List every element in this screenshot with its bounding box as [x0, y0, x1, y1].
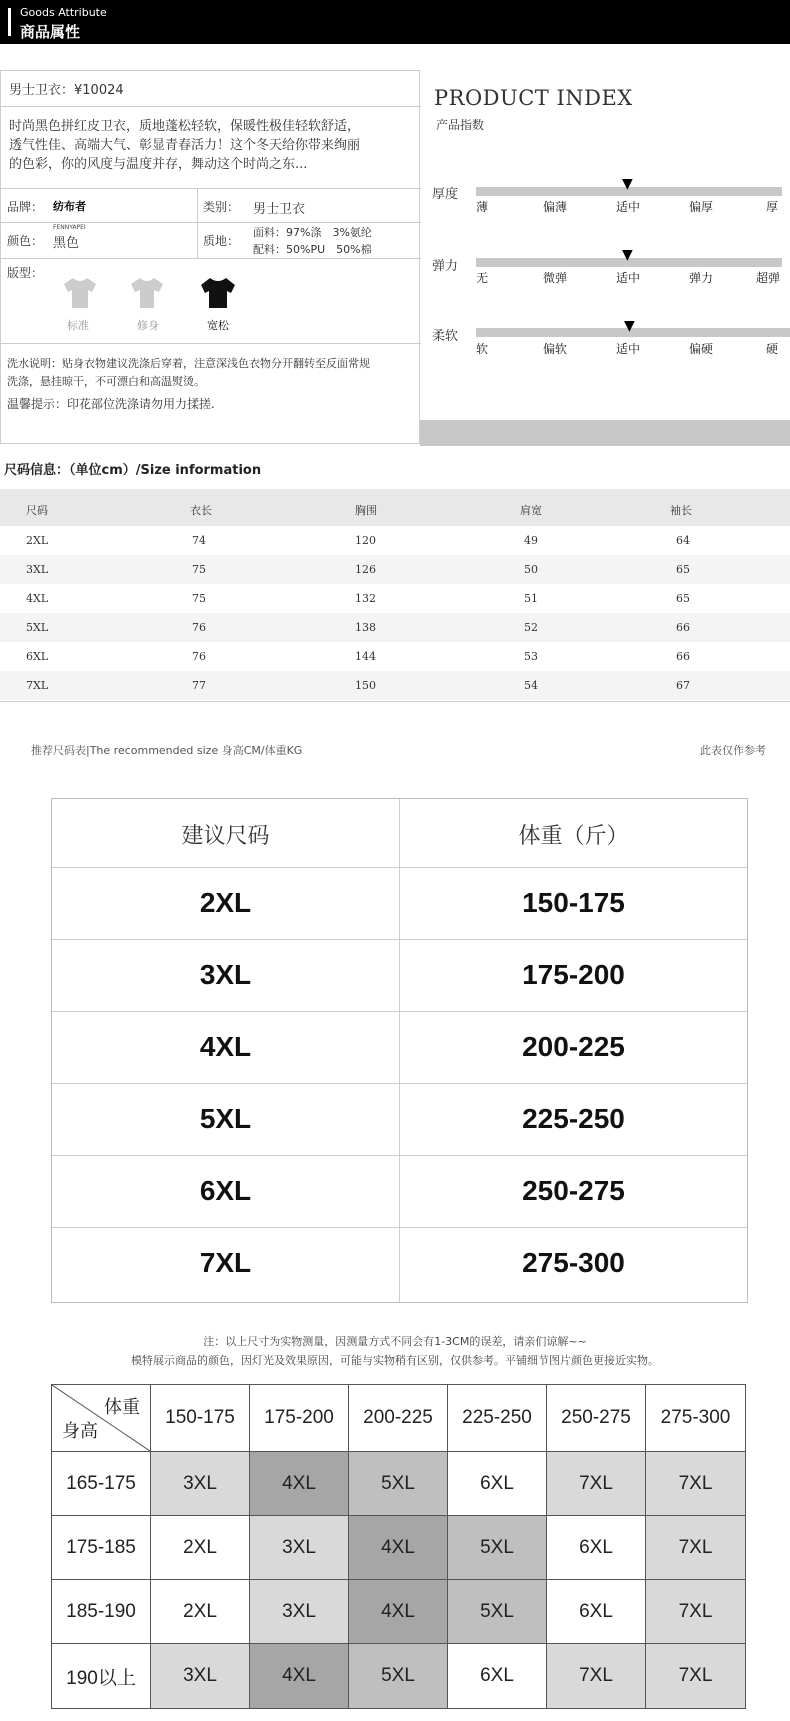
table-cell: 7XL	[199, 1247, 252, 1278]
table-row	[0, 613, 790, 642]
table-cell: 53	[524, 650, 538, 663]
product-index-title: PRODUCT INDEX	[434, 86, 633, 110]
matrix-cell: 5XL	[349, 1452, 448, 1516]
table-cell: 275-300	[522, 1247, 625, 1278]
index-tick: 弹力	[689, 271, 714, 285]
size-info-header: 尺码	[26, 504, 48, 517]
section-header	[0, 0, 790, 44]
matrix-weight-header: 250-275	[547, 1385, 646, 1452]
table-cell: 126	[355, 563, 376, 576]
table-row	[52, 939, 747, 1012]
index-footer-band	[420, 420, 790, 446]
size-info-header: 胸围	[355, 504, 377, 517]
corner-height-label: 身高	[62, 1421, 98, 1441]
matrix-weight-header: 175-200	[250, 1385, 349, 1452]
tshirt-loose-icon	[199, 275, 237, 311]
table-cell: 76	[192, 650, 206, 663]
table-cell: 144	[355, 650, 376, 663]
table-row	[0, 671, 790, 700]
index-tick: 厚	[766, 200, 779, 214]
index-tick: 微弹	[543, 271, 568, 285]
table-cell: 4XL	[26, 592, 49, 605]
index-label: 厚度	[432, 187, 459, 202]
matrix-cell: 3XL	[151, 1644, 250, 1708]
size-matrix	[51, 1384, 746, 1709]
matrix-cell: 7XL	[646, 1516, 745, 1580]
matrix-height-header: 165-175	[52, 1452, 151, 1516]
matrix-cell: 6XL	[448, 1452, 547, 1516]
matrix-cell: 7XL	[547, 1644, 646, 1708]
category-label: 类别：	[203, 200, 240, 214]
table-cell: 120	[355, 534, 376, 547]
table-cell: 150	[355, 679, 376, 692]
header-title-en: Goods Attribute	[20, 6, 107, 19]
fit-slim: 修身	[137, 319, 159, 332]
matrix-cell: 7XL	[646, 1580, 745, 1644]
matrix-cell: 6XL	[547, 1516, 646, 1580]
table-cell: 76	[192, 621, 206, 634]
table-cell: 75	[192, 592, 206, 605]
matrix-cell: 2XL	[151, 1516, 250, 1580]
color-note: 模特展示商品的颜色，因灯光及效果原因，可能与实物稍有区别，仅供参考。平铺细节图片颜色更接近实物。	[131, 1354, 659, 1367]
index-tick: 软	[476, 342, 489, 356]
index-tick: 偏厚	[689, 200, 714, 214]
table-cell: 77	[192, 679, 206, 692]
table-row	[0, 555, 790, 584]
index-tick: 偏软	[543, 342, 568, 356]
table-cell: 49	[524, 534, 538, 547]
fit-label: 版型：	[7, 266, 44, 280]
table-cell: 64	[676, 534, 690, 547]
matrix-weight-header: 150-175	[151, 1385, 250, 1452]
brand-label: 品牌：	[7, 200, 44, 214]
table-cell: 50	[524, 563, 538, 576]
size-info-header: 衣长	[190, 504, 212, 517]
matrix-cell: 4XL	[250, 1644, 349, 1708]
index-marker-icon: ▼	[622, 176, 633, 192]
size-info-table	[0, 489, 790, 702]
tshirt-standard-icon	[61, 275, 99, 311]
index-tick: 偏硬	[689, 342, 714, 356]
material-line-2: 配料：50%PU 50%棉	[253, 243, 372, 256]
table-row	[52, 1155, 747, 1228]
matrix-cell: 4XL	[250, 1452, 349, 1516]
table-cell: 138	[355, 621, 376, 634]
table-cell: 51	[524, 592, 538, 605]
index-marker-icon: ▼	[624, 318, 635, 334]
fit-standard: 标准	[67, 319, 89, 332]
table-cell: 75	[192, 563, 206, 576]
table-row	[52, 1011, 747, 1084]
material-label: 质地：	[203, 234, 240, 248]
index-tick: 适中	[616, 342, 641, 356]
table-row	[52, 1227, 747, 1303]
table-cell: 3XL	[26, 563, 49, 576]
matrix-cell: 6XL	[448, 1644, 547, 1708]
matrix-cell: 4XL	[349, 1516, 448, 1580]
table-cell: 6XL	[199, 1175, 252, 1206]
category-value: 男士卫衣	[253, 202, 306, 217]
matrix-cell: 7XL	[646, 1452, 745, 1516]
matrix-cell: 5XL	[349, 1644, 448, 1708]
index-tick: 适中	[616, 200, 641, 214]
table-cell: 132	[355, 592, 376, 605]
recommended-note-left: 推荐尺码表|The recommended size 身高CM/体重KG	[31, 744, 303, 757]
table-cell: 6XL	[26, 650, 49, 663]
table-row	[0, 642, 790, 671]
matrix-cell: 3XL	[250, 1580, 349, 1644]
wash-line-1: 洗水说明：贴身衣物建议洗涤后穿着，注意深浅色衣物分开翻转至反面常规	[7, 357, 370, 370]
index-tick: 薄	[476, 200, 489, 214]
corner-weight-label: 体重	[104, 1397, 140, 1417]
matrix-cell: 3XL	[151, 1452, 250, 1516]
table-cell: 200-225	[522, 1031, 625, 1062]
table-cell: 65	[676, 563, 690, 576]
matrix-cell: 5XL	[448, 1516, 547, 1580]
table-cell: 54	[524, 679, 538, 692]
desc-line-3: 的色彩，你的风度与温度并存，舞动这个时尚之东...	[9, 157, 308, 172]
matrix-cell: 7XL	[547, 1452, 646, 1516]
matrix-weight-header: 200-225	[349, 1385, 448, 1452]
fit-loose: 宽松	[207, 319, 229, 332]
size-info-header-row	[0, 489, 790, 526]
table-cell: 2XL	[26, 534, 49, 547]
table-cell: 7XL	[26, 679, 49, 692]
index-marker-icon: ▼	[622, 247, 633, 263]
matrix-height-header: 185-190	[52, 1580, 151, 1644]
matrix-height-header: 175-185	[52, 1516, 151, 1580]
brand-sub: FENNYAPEI	[53, 224, 86, 231]
recommended-header: 体重（斤）	[518, 824, 629, 849]
header-accent	[8, 8, 11, 36]
table-cell: 65	[676, 592, 690, 605]
matrix-weight-header: 225-250	[448, 1385, 547, 1452]
index-tick: 偏薄	[543, 200, 568, 214]
table-cell: 150-175	[522, 887, 625, 918]
recommended-note-right: 此表仅作参考	[700, 744, 766, 757]
brand-name: 纺布者	[53, 200, 86, 213]
desc-line-1: 时尚黑色拼红皮卫衣，质地蓬松轻软，保暖性极佳轻软舒适，	[9, 119, 361, 134]
brand-logo	[53, 195, 86, 233]
header-title-zh: 商品属性	[20, 23, 81, 41]
index-tick: 无	[476, 271, 489, 285]
table-row	[0, 526, 790, 555]
table-cell: 66	[676, 650, 690, 663]
recommended-header: 建议尺码	[181, 824, 270, 849]
table-cell: 250-275	[522, 1175, 625, 1206]
size-info-header: 肩宽	[520, 504, 542, 517]
table-cell: 74	[192, 534, 206, 547]
table-cell: 2XL	[199, 887, 252, 918]
measurement-note: 注：以上尺寸为实物测量，因测量方式不同会有1-3CM的误差，请亲们谅解~~	[203, 1335, 587, 1348]
table-row	[0, 584, 790, 613]
matrix-corner	[52, 1385, 151, 1452]
matrix-cell: 6XL	[547, 1580, 646, 1644]
tshirt-slim-icon	[128, 275, 166, 311]
table-row	[52, 867, 747, 940]
table-cell: 4XL	[199, 1031, 252, 1062]
table-cell: 67	[676, 679, 690, 692]
matrix-weight-header: 275-300	[646, 1385, 745, 1452]
table-cell: 175-200	[522, 959, 625, 990]
index-tick: 超弹	[756, 271, 781, 285]
recommended-size-table	[51, 798, 748, 1303]
table-cell: 5XL	[26, 621, 49, 634]
table-row	[52, 1083, 747, 1156]
attribute-table	[0, 70, 420, 444]
wash-tip: 温馨提示：印花部位洗涤请勿用力揉搓.	[7, 397, 215, 411]
index-tick: 硬	[766, 342, 779, 356]
table-cell: 225-250	[522, 1103, 625, 1134]
material-line-1: 面料：97%涤 3%氨纶	[253, 226, 372, 239]
size-info-title: 尺码信息：（单位cm）/Size information	[4, 463, 262, 478]
index-tick: 适中	[616, 271, 641, 285]
table-cell: 5XL	[199, 1103, 252, 1134]
table-cell: 52	[524, 621, 538, 634]
matrix-cell: 7XL	[646, 1644, 745, 1708]
product-index-subtitle: 产品指数	[436, 118, 485, 132]
table-cell: 66	[676, 621, 690, 634]
index-label: 弹力	[432, 259, 459, 274]
wash-line-2: 洗涤，悬挂晾干，不可漂白和高温熨烫。	[7, 375, 205, 388]
matrix-height-header: 190以上	[52, 1644, 151, 1708]
table-cell: 3XL	[199, 959, 252, 990]
product-name: 男士卫衣：¥10024	[9, 83, 124, 98]
desc-line-2: 透气性佳、高端大气、彰显青春活力！这个冬天给你带来绚丽	[9, 138, 361, 153]
matrix-cell: 2XL	[151, 1580, 250, 1644]
size-info-header: 袖长	[670, 504, 692, 517]
index-label: 柔软	[432, 329, 459, 344]
color-label: 颜色：	[7, 234, 44, 248]
matrix-cell: 5XL	[448, 1580, 547, 1644]
matrix-cell: 4XL	[349, 1580, 448, 1644]
matrix-cell: 3XL	[250, 1516, 349, 1580]
color-value: 黑色	[53, 236, 80, 251]
